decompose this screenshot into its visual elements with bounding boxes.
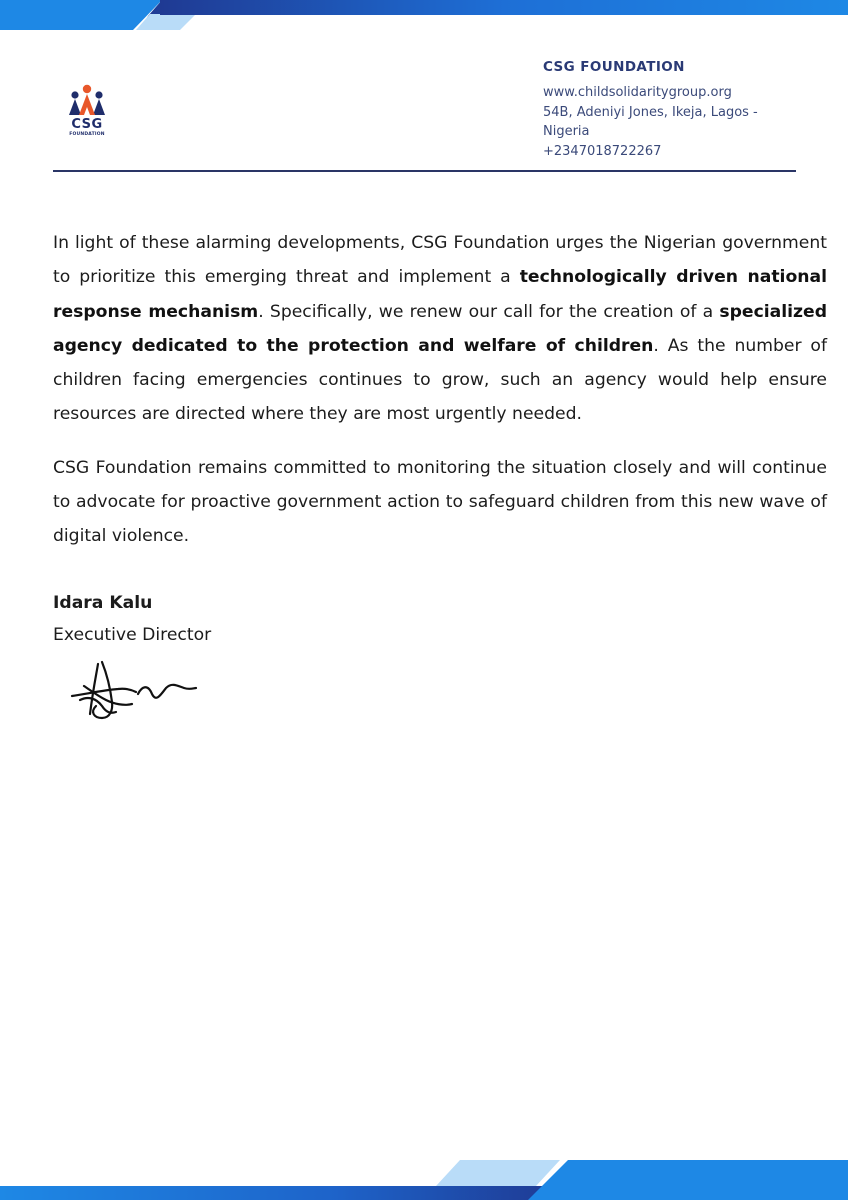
letter-body <box>53 226 827 554</box>
org-contact-block <box>543 59 793 161</box>
signer-name: Idara Kalu <box>53 593 153 613</box>
top-band-graphic <box>0 0 848 30</box>
p1-bold-2: specialized agency dedicated to the protection and welfare of children <box>53 301 828 356</box>
org-website[interactable]: www.childsolidaritygroup.org <box>543 85 732 100</box>
csg-logo <box>66 84 108 138</box>
header-divider <box>53 170 796 172</box>
p1-text-2: . Specifically, we renew our call for the creation of a <box>258 301 720 322</box>
p1-text-1: In light of these alarming developments, CSG Foundation urges the Nigerian government to prioritize this emerging threat and implement a <box>53 233 827 288</box>
signature-block <box>53 588 211 652</box>
org-address-line2: Nigeria <box>543 124 590 139</box>
logo-subtext: FOUNDATION <box>69 132 105 137</box>
top-decorative-band <box>0 0 848 30</box>
signer-title: Executive Director <box>53 625 212 645</box>
p1-bold-1: technologically driven national response mechanism <box>53 267 827 322</box>
paragraph-1 <box>53 226 827 432</box>
p1-text-3: . As the number of children facing emergencies continues to grow, such an agency would help ensure resources are directed where they are most urgently needed. <box>53 335 827 425</box>
handwritten-signature <box>66 656 201 724</box>
org-address-line1: 54B, Adeniyi Jones, Ikeja, Lagos - <box>543 104 758 120</box>
logo-figures-icon <box>66 84 108 118</box>
bottom-decorative-band <box>0 1160 848 1200</box>
logo-text: CSG <box>71 117 103 132</box>
paragraph-2: CSG Foundation remains committed to monitoring the situation closely and will continue to advocate for proactive government action to safeguard children from this new wave of digital violence. <box>53 457 827 547</box>
bottom-band-graphic <box>0 1160 848 1200</box>
org-phone[interactable]: +2347018722267 <box>543 143 662 159</box>
org-name: CSG FOUNDATION <box>543 59 685 75</box>
